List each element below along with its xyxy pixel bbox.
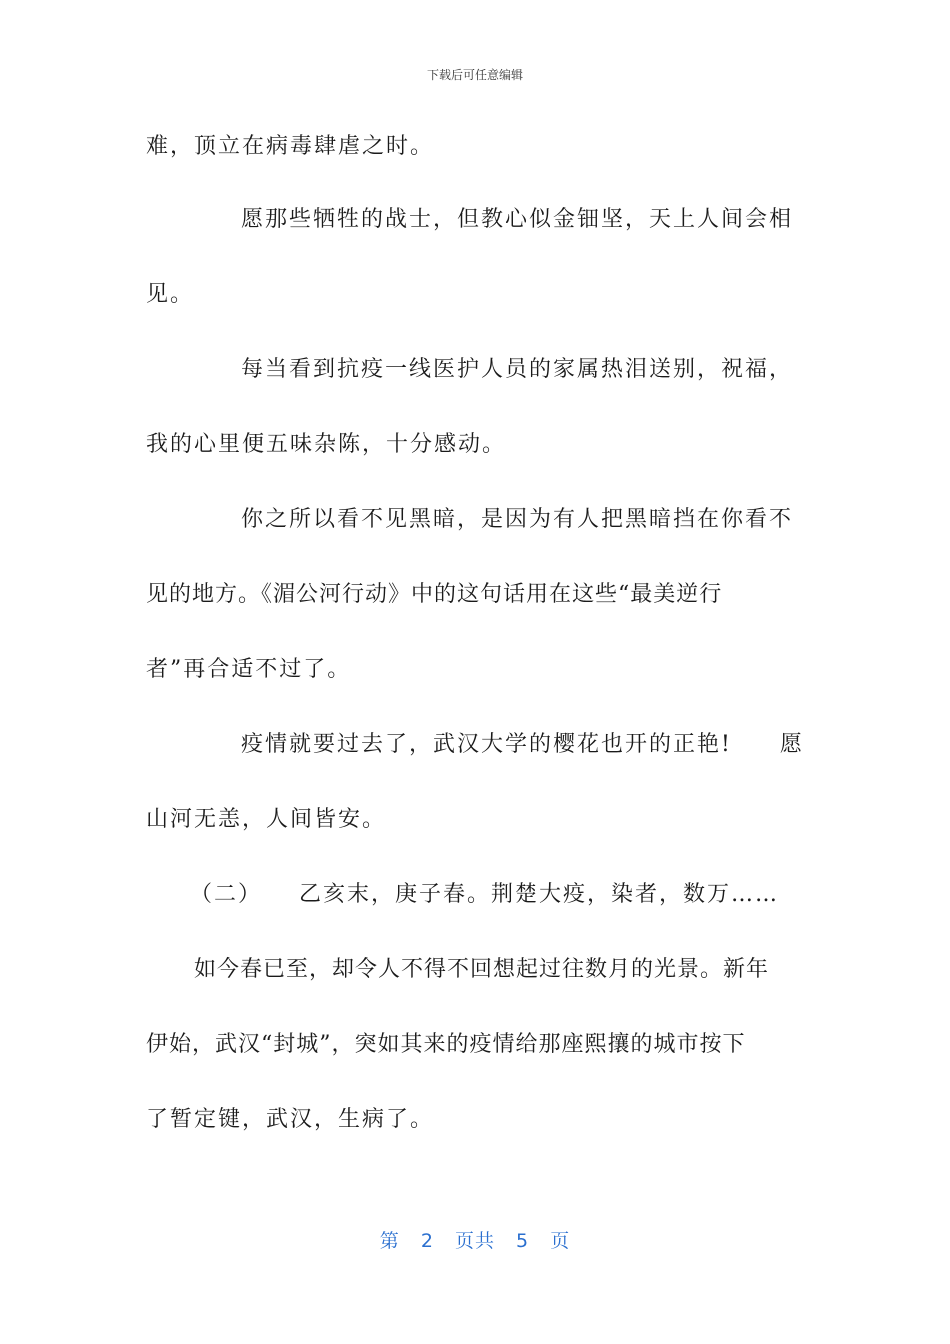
text-line-1: 难，顶立在病毒肆虐之时。 (146, 134, 435, 159)
text-line-13: 伊始，武汉“封城”，突如其来的疫情给那座熙攘的城市按下 (146, 1032, 746, 1057)
text-line-9: 疫情就要过去了，武汉大学的樱花也开的正艳! 愿 (241, 732, 804, 757)
text-line-10: 山河无恙，人间皆安。 (146, 807, 387, 832)
text-line-8: 者”再合适不过了。 (146, 657, 352, 682)
footer-page-suffix: 页 (550, 1230, 571, 1252)
text-line-2: 愿那些牺牲的战士，但教心似金钿坚，天上人间会相 (241, 207, 794, 232)
text-line-5: 我的心里便五味杂陈，十分感动。 (146, 432, 507, 457)
text-line-12: 如今春已至，却令人不得不回想起过往数月的光景。新年 (194, 957, 770, 982)
text-line-3: 见。 (146, 282, 195, 307)
text-line-6: 你之所以看不见黑暗，是因为有人把黑暗挡在你看不 (241, 507, 794, 532)
footer-page-mid: 页共 (454, 1230, 495, 1252)
text-line-4: 每当看到抗疫一线医护人员的家属热泪送别，祝福， (241, 357, 794, 382)
page-header: 下载后可任意编辑 (426, 68, 523, 82)
footer-total-pages: 5 (516, 1230, 530, 1252)
text-line-14: 了暂定键，武汉，生病了。 (146, 1107, 435, 1132)
text-line-7: 见的地方。《湄公河行动》中的这句话用在这些“最美逆行 (146, 582, 723, 607)
text-line-11: （二） 乙亥末，庚子春。荆楚大疫，染者，数万…… (190, 882, 780, 907)
page-footer (0, 1226, 950, 1253)
footer-page-prefix: 第 (379, 1230, 400, 1252)
footer-page-number: 2 (420, 1230, 434, 1252)
